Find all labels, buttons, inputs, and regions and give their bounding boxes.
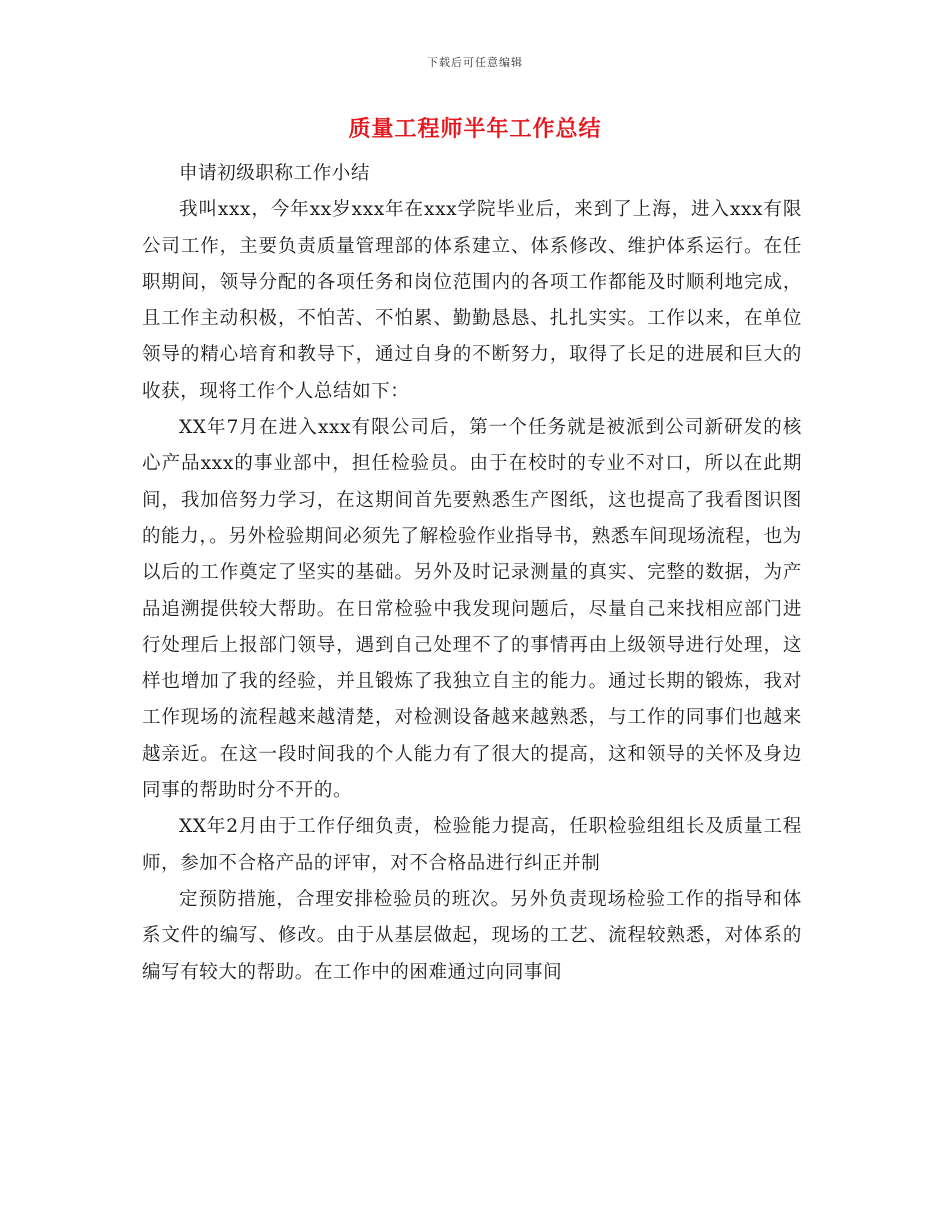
paragraph-subtitle: 申请初级职称工作小结 [179,163,371,184]
document-body [142,156,802,991]
paragraph: XX年7月在进入xxx有限公司后，第一个任务就是被派到公司新研发的核心产品xxx的事业部中，担任检验员。由于在校时的专业不对口，所以在此期间，我加倍努力学习，在这期间首先要熟悉生产图纸，这也提高了我看图识图的能力，。另外检验期间必须先了解检验作业指导书，熟悉车间现场流程，也为以后的工作奠定了坚实的基础。另外及时记录测量的真实、完整的数据，为产品追溯提供较大帮助。在日常检验中我发现问题后，尽量自己来找相应部门进行处理后上报部门领导，遇到自己处理不了的事情再由上级领导进行处理，这样也增加了我的经验，并且锻炼了我独立自主的能力。通过长期的锻炼，我对工作现场的流程越来越清楚，对检测设备越来越熟悉，与工作的同事们也越来越亲近。在这一段时间我的个人能力有了很大的提高，这和领导的关怀及身边同事的帮助时分不开的。 [142,417,802,802]
header-note: 下载后可任意编辑 [427,56,523,69]
paragraph: 定预防措施，合理安排检验员的班次。另外负责现场检验工作的指导和体系文件的编写、修改。由于从基层做起，现场的工艺、流程较熟悉，对体系的编写有较大的帮助。在工作中的困难通过向同事间 [142,888,802,983]
paragraph: XX年2月由于工作仔细负责，检验能力提高，任职检验组组长及质量工程师，参加不合格产品的评审，对不合格品进行纠正并制 [142,816,802,874]
paragraph: 我叫xxx，今年xx岁xxx年在xxx学院毕业后，来到了上海，进入xxx有限公司工作，主要负责质量管理部的体系建立、体系修改、维护体系运行。在任职期间，领导分配的各项任务和岗位范围内的各项工作都能及时顺利地完成，且工作主动积极，不怕苦、不怕累、勤勤恳恳、扎扎实实。工作以来，在单位领导的精心培育和教导下，通过自身的不断努力，取得了长足的进展和巨大的收获，现将工作个人总结如下： [142,199,802,402]
document-title: 质量工程师半年工作总结 [348,116,602,142]
